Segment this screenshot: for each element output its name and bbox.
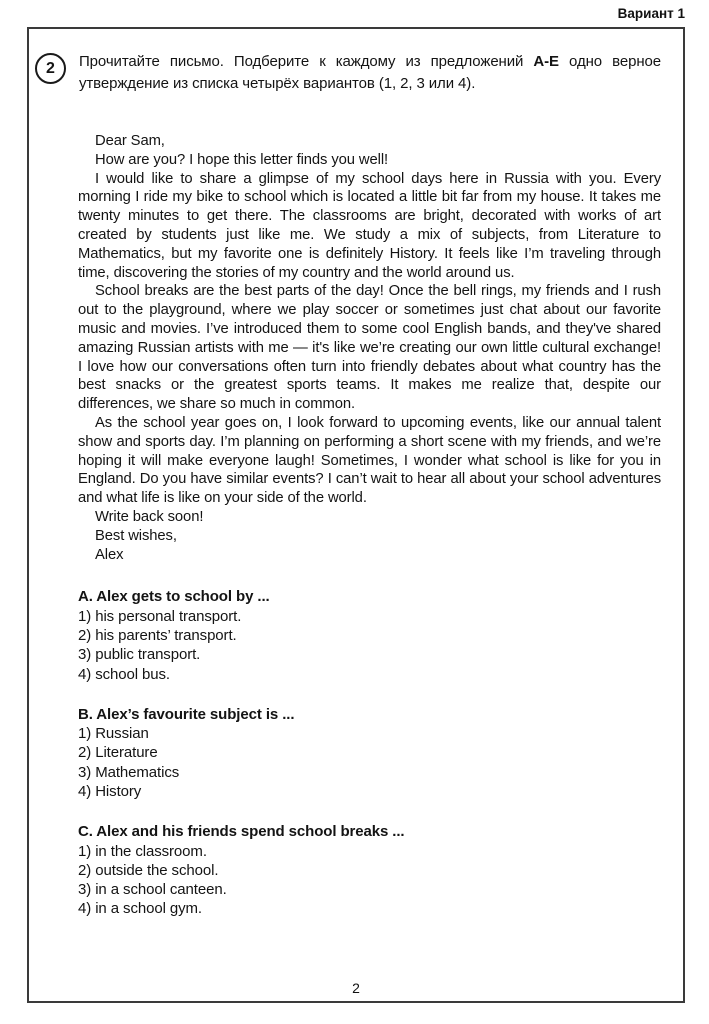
letter-closing-line: Best wishes, [95, 527, 177, 544]
question-a-option-4: 4) school bus. [78, 665, 170, 683]
variant-label: Вариант 1 [617, 6, 685, 21]
letter-paragraph-3: As the school year goes on, I look forward to upcoming events, like our annual talent show and sports day. I’m planning on performing a short scene with my friends, and we’re hoping it will make everyone laugh! Sometimes, I wonder what school is like for you in England. Do you have similar events? I can’t wait to hear all about your school adventures and what life is like on your side of the world. [78, 414, 661, 507]
question-c-label: C. Alex and his friends spend school breaks ... [78, 823, 405, 841]
question-b-option-2: 2) Literature [78, 744, 158, 762]
letter-salutation: Dear Sam, [95, 133, 165, 149]
question-a-option-2: 2) his parents’ transport. [78, 626, 237, 644]
instruction-letters-range: А-Е [533, 53, 559, 70]
task-number-badge: 2 [35, 53, 66, 84]
question-b-option-1: 1) Russian [78, 725, 149, 743]
question-b-option-4: 4) History [78, 783, 142, 800]
question-c-option-2: 2) outside the school. [78, 861, 219, 879]
instruction-text-end: одно верное утверждение из списка четырёх вариантов (1, 2, 3 или 4). [79, 53, 661, 92]
task-instruction [79, 51, 661, 95]
question-c-option-1: 1) in the classroom. [78, 842, 207, 860]
letter-paragraph-1: I would like to share a glimpse of my school days here in Russia with you. Every morning I ride my bike to school which is located a little bit far from my house. It takes me twenty minutes to get there. The classrooms are bright, decorated with works of art created by students just like me. We study a mix of subjects, from Literature to Mathematics, but my favorite one is definitely History. It feels like I’m traveling through time, discovering the stories of my country and the world around us. [78, 170, 661, 281]
page-number: 2 [352, 980, 360, 996]
letter-paragraph-2: School breaks are the best parts of the day! Once the bell rings, my friends and I rush out to the playground, where we play soccer or sometimes just chat about our favorite music and movies. I’ve introduced them to some cool English bands, and they've shared amazing Russian artists with me — it's like we’re creating our own little cultural exchange! I love how our conversations often turn into friendly debates about what country has the best snacks or the greatest sports teams. It makes me realize that, despite our differences, we share so much in common. [78, 283, 661, 413]
content-box [27, 27, 685, 1003]
letter-text [78, 132, 661, 564]
questions-section [78, 587, 661, 918]
question-b-label: B. Alex’s favourite subject is ... [78, 705, 295, 723]
question-c-option-4: 4) in a school gym. [78, 900, 202, 918]
letter-closing-line: Write back soon! [95, 508, 204, 525]
question-a-label: A. Alex gets to school by ... [78, 588, 270, 606]
question-a-option-1: 1) his personal transport. [78, 607, 242, 625]
instruction-text-start: Прочитайте письмо. Подберите к каждому из предложений [79, 53, 534, 70]
letter-signature: Alex [95, 546, 124, 563]
question-b [78, 705, 661, 801]
letter-opening: How are you? I hope this letter finds you well! [95, 151, 389, 168]
task-row [35, 51, 661, 95]
question-c [78, 822, 661, 918]
question-a [78, 587, 661, 683]
question-c-option-3: 3) in a school canteen. [78, 881, 227, 899]
question-a-option-3: 3) public transport. [78, 646, 201, 664]
question-b-option-3: 3) Mathematics [78, 763, 180, 781]
